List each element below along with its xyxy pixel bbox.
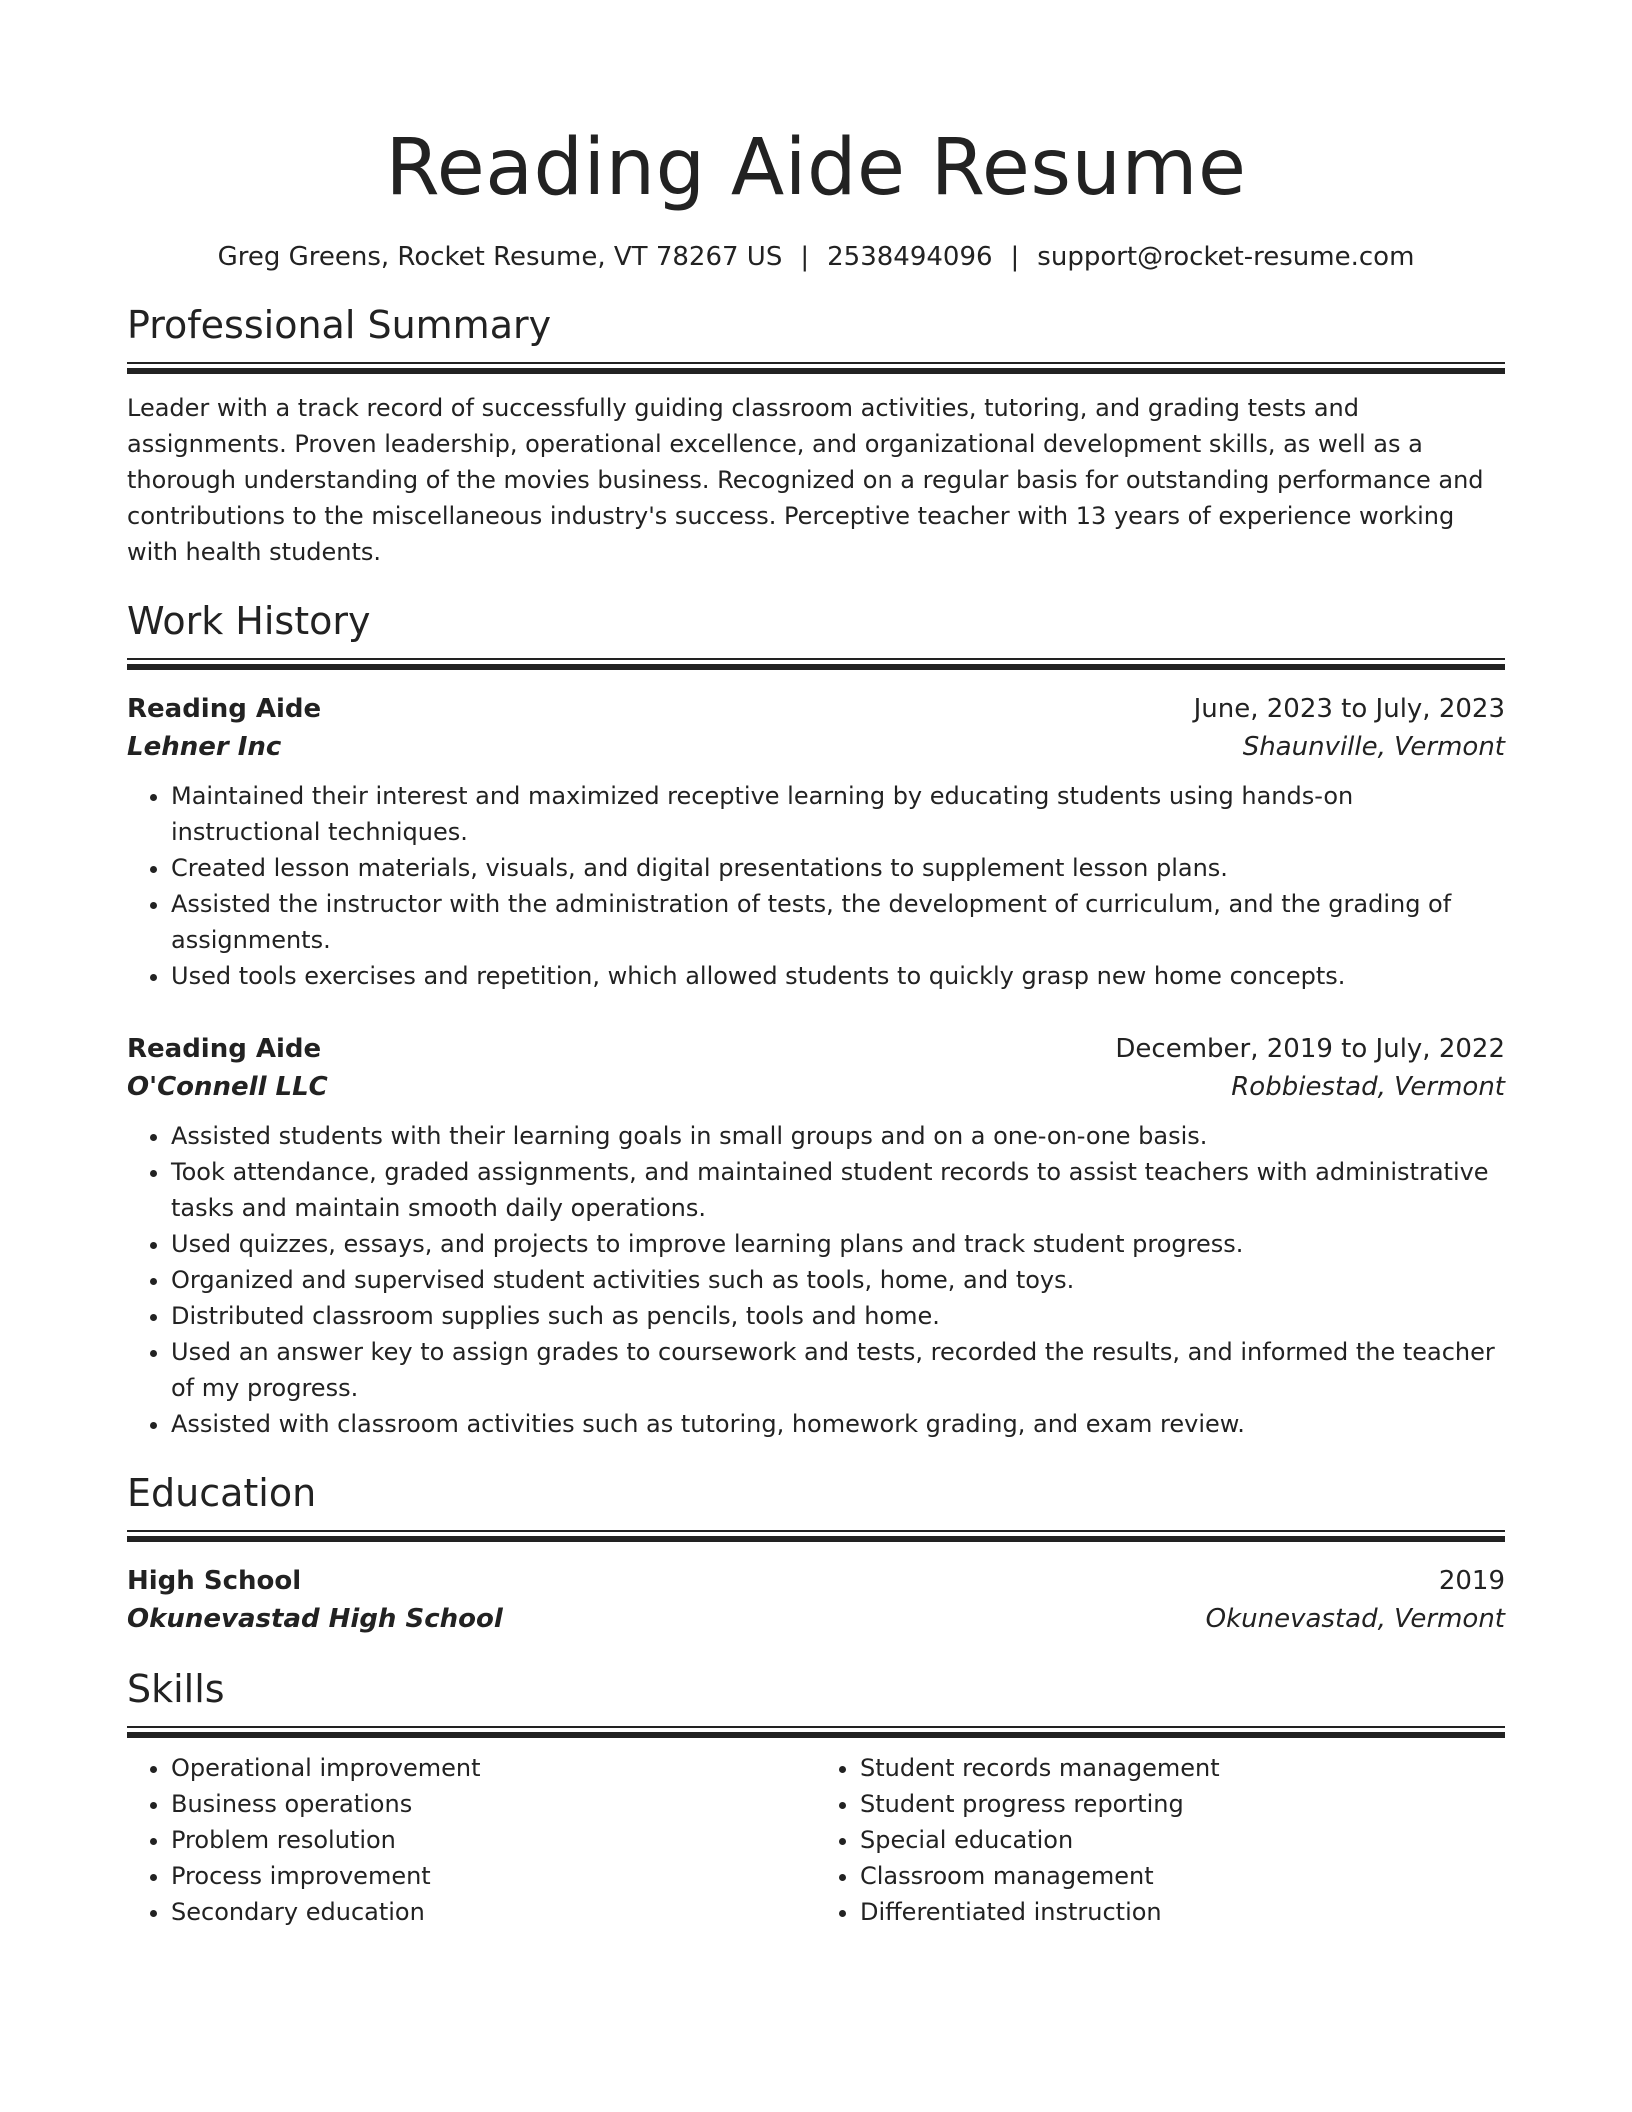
- skill-item: • Differentiated instruction: [860, 1894, 1505, 1930]
- skill-item: • Secondary education: [171, 1894, 816, 1930]
- list-item: • Maintained their interest and maximized receptive learning by educating students using hands-on instructional techniques.: [171, 778, 1505, 850]
- contact-separator: |: [1010, 242, 1020, 272]
- section-heading-skills: Skills: [127, 1667, 225, 1711]
- skill-item: • Problem resolution: [171, 1822, 816, 1858]
- job-location: Shaunville, Vermont: [1242, 732, 1505, 762]
- list-item: • Distributed classroom supplies such as pencils, tools and home.: [171, 1298, 1505, 1334]
- list-item: • Assisted students with their learning goals in small groups and on a one-on-one basis.: [171, 1118, 1505, 1154]
- list-item: • Organized and supervised student activities such as tools, home, and toys.: [171, 1262, 1505, 1298]
- skill-item: • Process improvement: [171, 1858, 816, 1894]
- contact-separator: |: [800, 242, 810, 272]
- summary-text: Leader with a track record of successfully guiding classroom activities, tutoring, and grading tests and assignments. Proven leadership, operational excellence, and organizational development skills, as well as a thorough understanding of the movies business. Recognized on a regular basis for outstanding performance and contributions to the miscellaneous industry's success. Perceptive teacher with 13 years of experience working with health students.: [127, 394, 1484, 566]
- skill-item: • Student records management: [860, 1750, 1505, 1786]
- skills-column-right: [816, 1750, 1505, 1930]
- job-company: O'Connell LLC: [127, 1072, 328, 1102]
- education-degree: High School: [127, 1566, 302, 1596]
- list-item: • Used tools exercises and repetition, which allowed students to quickly grasp new home concepts.: [171, 958, 1505, 994]
- section-divider: [127, 658, 1505, 670]
- skill-item: • Special education: [860, 1822, 1505, 1858]
- section-divider: [127, 362, 1505, 374]
- skills-list: [816, 1750, 1505, 1930]
- job-title: Reading Aide: [127, 1034, 322, 1064]
- skills-column-left: [127, 1750, 816, 1930]
- job-location: Robbiestad, Vermont: [1231, 1072, 1505, 1102]
- list-item: • Took attendance, graded assignments, and maintained student records to assist teachers with administrative tasks and maintain smooth daily operations.: [171, 1154, 1505, 1226]
- education-year: 2019: [1438, 1566, 1505, 1596]
- resume-title: Reading Aide Resume: [385, 123, 1247, 213]
- section-heading-work-history: Work History: [127, 599, 371, 643]
- skills-list: [127, 1750, 816, 1930]
- job-title: Reading Aide: [127, 694, 322, 724]
- section-heading-education: Education: [127, 1471, 317, 1515]
- job-entry: [127, 1030, 1505, 1442]
- list-item: • Used an answer key to assign grades to coursework and tests, recorded the results, and informed the teacher of my progress.: [171, 1334, 1505, 1406]
- contact-phone: 2538494096: [827, 242, 993, 272]
- list-item: • Assisted the instructor with the administration of tests, the development of curriculum, and the grading of assignments.: [171, 886, 1505, 958]
- job-entry: [127, 690, 1505, 994]
- section-divider: [127, 1530, 1505, 1542]
- skill-item: • Operational improvement: [171, 1750, 816, 1786]
- skill-item: • Classroom management: [860, 1858, 1505, 1894]
- skills-grid: [127, 1750, 1505, 1930]
- education-location: Okunevastad, Vermont: [1205, 1604, 1505, 1634]
- skills-section: [127, 1666, 1505, 1930]
- skill-item: • Student progress reporting: [860, 1786, 1505, 1822]
- education-section: [127, 1470, 1505, 1638]
- contact-line: [127, 240, 1505, 274]
- job-dates: June, 2023 to July, 2023: [1193, 694, 1505, 724]
- list-item: • Assisted with classroom activities such as tutoring, homework grading, and exam review.: [171, 1406, 1505, 1442]
- work-history-section: [127, 598, 1505, 1442]
- contact-address: Greg Greens, Rocket Resume, VT 78267 US: [217, 242, 783, 272]
- job-bullets: [127, 778, 1505, 994]
- education-entry: [127, 1562, 1505, 1638]
- list-item: • Used quizzes, essays, and projects to improve learning plans and track student progress.: [171, 1226, 1505, 1262]
- section-heading-summary: Professional Summary: [127, 303, 552, 347]
- section-divider: [127, 1726, 1505, 1738]
- summary-section: [127, 302, 1505, 570]
- job-company: Lehner Inc: [127, 732, 282, 762]
- list-item: • Created lesson materials, visuals, and digital presentations to supplement lesson plans.: [171, 850, 1505, 886]
- job-bullets: [127, 1118, 1505, 1442]
- education-school: Okunevastad High School: [127, 1604, 503, 1634]
- job-dates: December, 2019 to July, 2022: [1115, 1034, 1505, 1064]
- skill-item: • Business operations: [171, 1786, 816, 1822]
- contact-email: support@rocket-resume.com: [1037, 242, 1415, 272]
